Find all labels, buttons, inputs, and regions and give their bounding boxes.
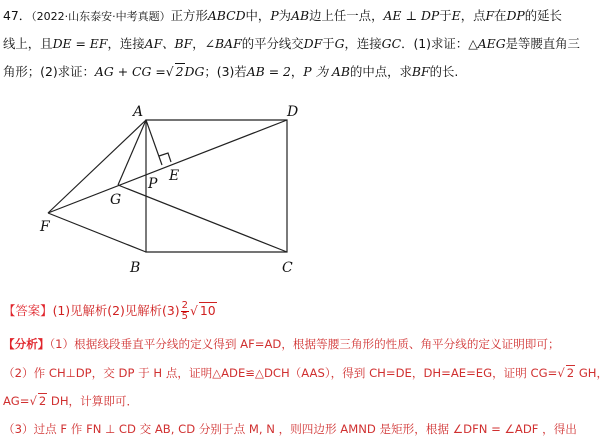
analysis-text: （2）作 CH⊥DP，交 DP 于 H 点，证明△ADE≌△DCH（AAS），得到 CH=DE，DH=AE=EG，证明 CG=: [3, 366, 558, 380]
text: 角形；(2)求证：: [3, 64, 95, 79]
text: ，: [290, 64, 304, 79]
label-b: B: [130, 260, 141, 276]
text: 的延长: [524, 8, 562, 23]
text: 中，: [245, 8, 271, 23]
math: GC: [381, 36, 402, 51]
math: △AEG: [468, 36, 506, 51]
question-line-1: [3, 6, 562, 24]
text: 边上任一点，: [309, 8, 384, 23]
text: 于: [439, 8, 452, 23]
text: ．(1)求证：: [401, 36, 469, 51]
text: ，连接: [107, 36, 145, 51]
segment-ae: [146, 120, 162, 165]
analysis-line-2: （2）作 CH⊥DP，交 DP 于 H 点，证明△ADE≌△DCH（AAS），得到 CH=DE，DH=AE=EG，证明 CG=√ 2 GH，: [3, 366, 609, 380]
analysis-line-1: [3, 336, 560, 352]
math: E: [451, 8, 461, 23]
fraction-denominator: 5: [181, 311, 188, 322]
math: ∠BAF: [204, 36, 242, 51]
text: ，点: [460, 8, 486, 23]
geometry-figure: [30, 100, 320, 280]
question-line-2: [3, 34, 580, 52]
answer-text: (1)见解析(2)见解析(3): [52, 303, 180, 318]
math: AF、BF: [144, 36, 193, 51]
text: 在: [494, 8, 507, 23]
math: BF: [411, 64, 430, 79]
question-source: （2022·山东泰安·中考真题）: [31, 10, 171, 23]
text: ，: [192, 36, 205, 51]
label-f: F: [40, 219, 50, 235]
segment-df: [48, 120, 287, 213]
analysis-text: AG=: [3, 394, 30, 408]
text: 为: [278, 8, 292, 23]
text: ，连接: [344, 36, 382, 51]
analysis-line-4: [3, 421, 577, 437]
analysis-text: （3）过点 F 作 FN ⊥ CD 交 AB, CD 分别于点 M, N ，则四边形 AMND 是矩形，根据 ∠DFN = ∠ADF ，得出: [3, 422, 577, 436]
math: ABCD: [207, 8, 246, 23]
math: DF: [303, 36, 323, 51]
math: DE = EF: [52, 36, 108, 51]
label-e: E: [169, 168, 180, 184]
answer-tag: 【答案】: [3, 303, 53, 318]
math: DP: [506, 8, 525, 23]
fraction-numerator: 2: [181, 300, 188, 311]
analysis-text: （1）根据线段垂直平分线的定义得到 AF=AD，根据等腰三角形的性质、角平分线的定义证明即可；: [49, 337, 560, 351]
label-p: P: [148, 176, 158, 192]
math: AB = 2: [246, 64, 291, 79]
math: AE ⊥ DP: [383, 8, 440, 23]
text: 是等腰直角三: [505, 36, 580, 51]
math: AB: [291, 8, 310, 23]
math: G: [334, 36, 345, 51]
math-sqrt: 2: [566, 366, 575, 380]
text: 的长.: [429, 64, 459, 79]
segment-af: [48, 120, 146, 213]
analysis-text: GH，: [575, 366, 609, 380]
analysis-tag: 【分析】: [3, 337, 50, 351]
math-sqrt: 2: [38, 394, 47, 408]
segment-ag: [118, 120, 146, 185]
text: 线上，且: [3, 36, 53, 51]
label-d: D: [287, 104, 299, 120]
math: F: [485, 8, 495, 23]
text: 正方形: [170, 8, 208, 23]
text: 于: [322, 36, 335, 51]
label-c: C: [282, 260, 293, 276]
segment-bf: [48, 213, 146, 252]
label-a: A: [133, 104, 144, 120]
question-line-3: 角形；(2)求证：AG + CG =√ 2DG；(3)若AB = 2，P 为 AB的中点，求BF的长.: [3, 64, 459, 79]
label-g: G: [110, 192, 122, 208]
square-abcd: [146, 120, 287, 252]
text: 的中点，求: [349, 64, 412, 79]
math: AG + CG =: [94, 64, 166, 79]
analysis-line-3: AG=√ 2 DH，计算即可．: [3, 394, 139, 408]
analysis-text: DH，计算即可．: [47, 394, 139, 408]
answer-fraction: [181, 301, 189, 322]
text: ；(3)若: [204, 64, 247, 79]
segment-gc: [118, 185, 287, 252]
answer-sqrt: 10: [199, 303, 216, 318]
math-sqrt: 2: [175, 64, 184, 79]
math: P 为 AB: [303, 64, 350, 79]
math: DG: [184, 64, 205, 79]
question-number: 47．: [3, 8, 32, 23]
text: 的平分线交: [241, 36, 304, 51]
answer-line: 【答案】(1)见解析(2)见解析(3) $\frac{2}{5}$ √ 10: [3, 300, 216, 322]
math: P: [270, 8, 279, 23]
